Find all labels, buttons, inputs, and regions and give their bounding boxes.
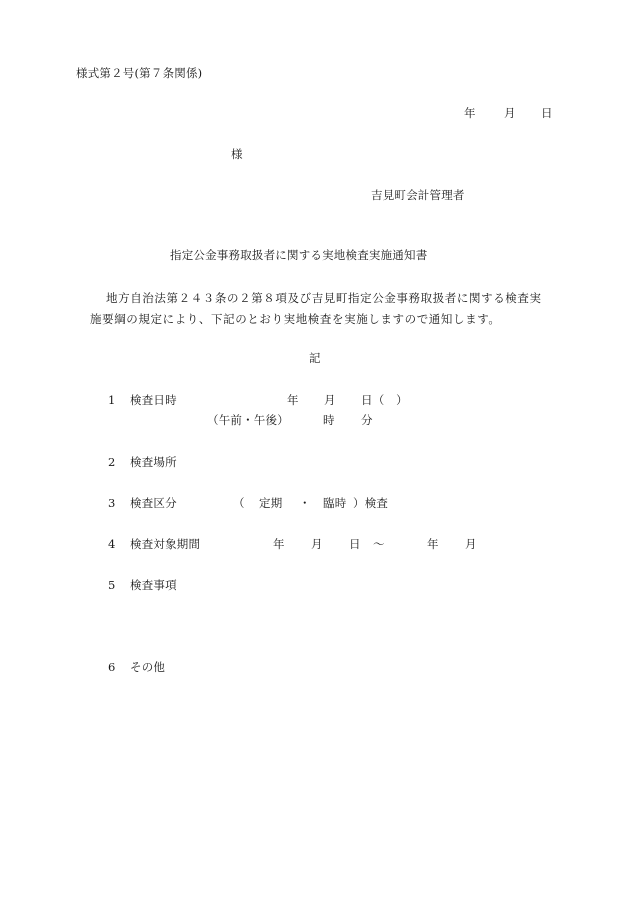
item-label-inspection-category: 検査区分 [130, 496, 177, 510]
item1-ampm-label: （午前・午後） [207, 413, 289, 427]
item1-hour-label: 時 [323, 413, 335, 427]
item1-day-label: 日（ ） [361, 393, 408, 407]
item4-year1-label: 年 [273, 537, 285, 551]
item1-minute-label: 分 [361, 413, 373, 427]
date-year-label: 年 [464, 106, 476, 120]
form-number: 様式第２号(第７条関係) [76, 66, 203, 80]
item4-year2-label: 年 [427, 537, 439, 551]
item3-paren-open: （ [233, 496, 245, 510]
body-line-1: 地方自治法第２４３条の２第８項及び吉見町指定公金事務取扱者に関する検査実 [106, 291, 542, 305]
document-title: 指定公金事務取扱者に関する実地検査実施通知書 [170, 248, 428, 262]
item4-month2-label: 月 [465, 537, 477, 551]
recipient-suffix: 様 [231, 147, 243, 161]
item-label-inspection-datetime: 検査日時 [130, 393, 177, 407]
item4-tilde: ～ [373, 537, 385, 551]
body-line-2: 施要綱の規定により、下記のとおり実地検査を実施しますので通知します。 [90, 312, 501, 326]
item-label-inspection-matters: 検査事項 [130, 578, 177, 592]
sender-name: 吉見町会計管理者 [371, 188, 465, 202]
item-number: 5 [108, 578, 116, 592]
date-day-label: 日 [541, 106, 553, 120]
ki-heading: 記 [309, 351, 321, 365]
item-number: 4 [108, 537, 116, 551]
item-label-inspection-place: 検査場所 [130, 455, 177, 469]
item-number: 6 [108, 660, 116, 674]
item3-option-regular: 定期 [259, 496, 283, 510]
item1-year-label: 年 [287, 393, 299, 407]
item1-month-label: 月 [324, 393, 336, 407]
item3-separator: ・ [299, 496, 311, 510]
item-label-inspection-period: 検査対象期間 [130, 537, 201, 551]
item-number: 2 [108, 455, 116, 469]
item3-paren-close: ）検査 [353, 496, 389, 510]
item4-day1-label: 日 [349, 537, 361, 551]
item-label-other: その他 [130, 660, 166, 674]
item-number: 3 [108, 496, 116, 510]
item-number: 1 [108, 393, 116, 407]
item4-month1-label: 月 [311, 537, 323, 551]
date-month-label: 月 [504, 106, 516, 120]
item3-option-extraordinary: 臨時 [323, 496, 347, 510]
